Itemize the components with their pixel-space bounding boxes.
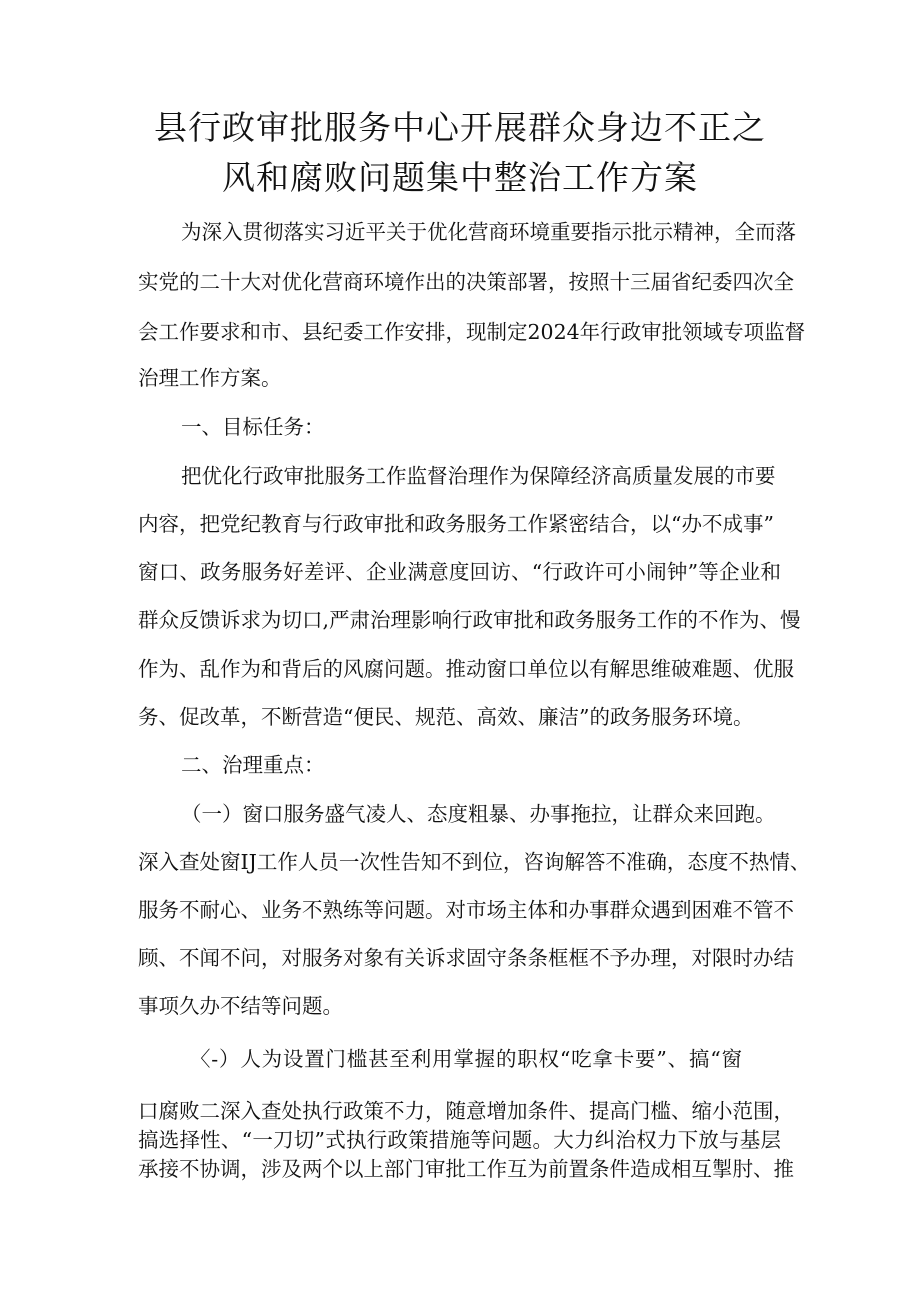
intro-line-1: 为深入贯彻落实习近平关于优化营商环境重要指示批示精神，全而落 [181,220,796,244]
intro-line-3: 会工作要求和市、县纪委工作安排，现制定2024年行政审批领域专项监督 [138,320,806,344]
document-title-line-1: 县行政审批服务中心开展群众身边不正之 [154,108,766,147]
focus-item-1-line-5: 事项久办不结等问题。 [138,994,343,1018]
document-title-line-2: 风和腐败问题集中整治工作方案 [222,158,698,197]
focus-item-1-line-2: 深入查处窗IJ工作人员一次性告知不到位，咨询解答不准确，态度不热情、 [138,850,811,874]
focus-item-1-line-3: 服务不耐心、业务不熟练等问题。对市场主体和办事群众遇到困难不管不 [138,898,794,922]
focus-item-2-line-1: 〈-）人为设置门槛甚至利用掌握的职权“吃拿卡要”、搞“窗 [190,1047,742,1071]
focus-item-2-line-4: 承接不协调，涉及两个以上部门审批工作互为前置条件造成相互掣肘、推 [138,1157,794,1181]
section-heading-goals: 一、目标任务： [181,415,325,439]
goals-line-5: 作为、乱作为和背后的风腐问题。推动窗口单位以有解思维破难题、优服 [138,657,794,681]
goals-line-2: 内容，把党纪教育与行政审批和政务服务工作紧密结合，以“办不成事” [138,512,774,536]
focus-item-1-line-4: 顾、不闻不问，对服务对象有关诉求固守条条框框不予办理，对限时办结 [138,946,794,970]
intro-line-4: 治理工作方案。 [138,366,282,390]
focus-item-2-line-2: 口腐败二深入查处执行政策不力，随意增加条件、提高门槛、缩小范围， [138,1099,794,1123]
focus-item-2-line-3: 搞选择性、“一刀切”式执行政策措施等问题。大力纠治权力下放与基层 [138,1128,781,1152]
intro-line-2: 实党的二十大对优化营商环境作出的决策部署，按照十三届省纪委四次全 [138,270,794,294]
goals-line-6: 务、促改革，不断营造“便民、规范、高效、廉洁”的政务服务环境。 [138,705,754,729]
focus-item-1-line-1: （一）窗口服务盛气凌人、态度粗暴、办事拖拉，让群众来回跑。 [181,802,776,826]
goals-line-1: 把优化行政审批服务工作监督治理作为保障经济高质量发展的市要 [181,464,776,488]
goals-line-4: 群众反馈诉求为切口,严肃治理影响行政审批和政务服务工作的不作为、慢 [138,608,801,632]
section-heading-focus: 二、治理重点： [181,753,325,777]
goals-line-3: 窗口、政务服务好差评、企业满意度回访、“行政许可小闹钟”等企业和 [138,560,781,584]
